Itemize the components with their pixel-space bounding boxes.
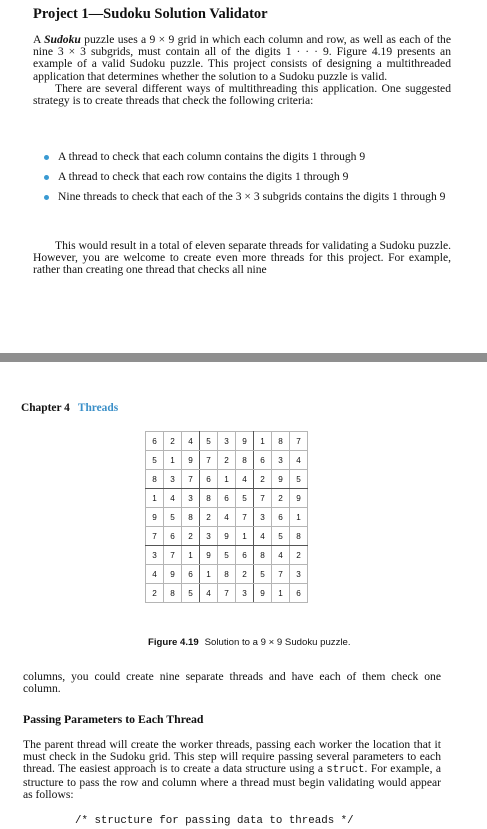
- list-item: A thread to check that each row contains the digits 1 through 9: [44, 171, 452, 183]
- sudoku-cell: 3: [290, 565, 308, 584]
- bullet-icon: [44, 155, 49, 160]
- sudoku-cell: 1: [290, 508, 308, 527]
- sudoku-cell: 7: [254, 489, 272, 508]
- sudoku-cell: 9: [200, 546, 218, 565]
- caption-text: Solution to a 9 × 9 Sudoku puzzle.: [204, 637, 351, 648]
- sudoku-cell: 4: [272, 546, 290, 565]
- page-divider: [0, 353, 487, 362]
- sudoku-cell: 7: [236, 508, 254, 527]
- sudoku-row: [146, 527, 308, 546]
- sudoku-cell: 9: [290, 489, 308, 508]
- page-title: Project 1—Sudoku Solution Validator: [33, 6, 268, 22]
- sudoku-cell: 6: [254, 451, 272, 470]
- sudoku-cell: 5: [182, 584, 200, 603]
- body-paragraph: The parent thread will create the worker threads, passing each worker the location that it must check in the Sudoku grid. This step will require passing several parameters to each thread. The easiest approach is to create a data structure using a struct. For example, a structure to pass the row and column where a thread must begin validating would appear as follows:: [23, 738, 441, 801]
- sudoku-cell: 8: [254, 546, 272, 565]
- sudoku-cell: 1: [164, 451, 182, 470]
- sudoku-cell: 9: [146, 508, 164, 527]
- sudoku-cell: 6: [164, 527, 182, 546]
- sudoku-cell: 7: [182, 470, 200, 489]
- sudoku-cell: 5: [272, 527, 290, 546]
- sudoku-cell: 2: [164, 432, 182, 451]
- bullet-icon: [44, 175, 49, 180]
- sudoku-cell: 8: [200, 489, 218, 508]
- sudoku-cell: 5: [290, 470, 308, 489]
- chapter-name: Threads: [77, 402, 119, 414]
- body-paragraph: This would result in a total of eleven separate threads for validating a Sudoku puzzle. However, you are welcome to create even more threads for this project. For example, rather than creating one thread that checks all nine: [33, 239, 451, 277]
- sudoku-cell: 7: [146, 527, 164, 546]
- bullet-icon: [44, 195, 49, 200]
- code-comment: /* structure for passing data to threads */: [75, 815, 354, 827]
- sudoku-cell: 7: [218, 584, 236, 603]
- sudoku-cell: 1: [218, 470, 236, 489]
- sudoku-cell: 5: [218, 546, 236, 565]
- sudoku-cell: 2: [146, 584, 164, 603]
- sudoku-cell: 5: [200, 432, 218, 451]
- sudoku-cell: 3: [236, 584, 254, 603]
- chapter-header: [21, 402, 118, 414]
- sudoku-cell: 9: [164, 565, 182, 584]
- sudoku-cell: 8: [272, 432, 290, 451]
- sudoku-cell: 9: [218, 527, 236, 546]
- sudoku-cell: 1: [272, 584, 290, 603]
- sudoku-cell: 7: [164, 546, 182, 565]
- figure-label: Figure 4.19: [148, 637, 199, 648]
- sudoku-cell: 4: [254, 527, 272, 546]
- sudoku-cell: 2: [182, 527, 200, 546]
- sudoku-cell: 1: [254, 432, 272, 451]
- sudoku-cell: 5: [254, 565, 272, 584]
- figure-caption: [148, 637, 351, 648]
- sudoku-row: [146, 565, 308, 584]
- sudoku-cell: 1: [182, 546, 200, 565]
- sudoku-cell: 2: [272, 489, 290, 508]
- sudoku-cell: 1: [146, 489, 164, 508]
- sudoku-cell: 4: [182, 432, 200, 451]
- sudoku-cell: 2: [254, 470, 272, 489]
- list-item: A thread to check that each column contains the digits 1 through 9: [44, 151, 452, 163]
- sudoku-cell: 6: [290, 584, 308, 603]
- sudoku-cell: 6: [182, 565, 200, 584]
- intro-text: A Sudoku puzzle uses a 9 × 9 grid in which each column and row, as well as each of the nine 3 × 3 subgrids, must contain all of the digits 1 · · · 9. Figure 4.19 presents an example of a valid Sudoku puzzle. This project consists of designing a multithreaded application that determines whether the solution to a Sudoku puzzle is valid.: [33, 33, 451, 83]
- sudoku-cell: 8: [290, 527, 308, 546]
- sudoku-cell: 5: [164, 508, 182, 527]
- sudoku-cell: 7: [272, 565, 290, 584]
- sudoku-row: [146, 584, 308, 603]
- sudoku-cell: 8: [146, 470, 164, 489]
- list-item: Nine threads to check that each of the 3 × 3 subgrids contains the digits 1 through 9: [44, 191, 452, 203]
- chapter-number: Chapter 4: [21, 402, 70, 414]
- sudoku-cell: 8: [164, 584, 182, 603]
- sudoku-cell: 7: [290, 432, 308, 451]
- sudoku-row: [146, 451, 308, 470]
- sudoku-cell: 3: [272, 451, 290, 470]
- section-heading: Passing Parameters to Each Thread: [23, 712, 204, 726]
- sudoku-cell: 4: [200, 584, 218, 603]
- sudoku-row: [146, 470, 308, 489]
- sudoku-cell: 3: [182, 489, 200, 508]
- criteria-list: [44, 151, 452, 212]
- sudoku-cell: 3: [164, 470, 182, 489]
- sudoku-row: [146, 489, 308, 508]
- sudoku-cell: 9: [182, 451, 200, 470]
- sudoku-cell: 4: [290, 451, 308, 470]
- sudoku-cell: 1: [200, 565, 218, 584]
- sudoku-cell: 4: [146, 565, 164, 584]
- sudoku-cell: 3: [146, 546, 164, 565]
- sudoku-cell: 8: [218, 565, 236, 584]
- sudoku-cell: 2: [236, 565, 254, 584]
- sudoku-cell: 9: [254, 584, 272, 603]
- sudoku-grid: [145, 431, 308, 603]
- sudoku-cell: 6: [236, 546, 254, 565]
- sudoku-cell: 5: [236, 489, 254, 508]
- sudoku-cell: 6: [200, 470, 218, 489]
- sudoku-cell: 3: [200, 527, 218, 546]
- body-paragraph: columns, you could create nine separate threads and have each of them check one column.: [23, 670, 441, 696]
- sudoku-cell: 6: [272, 508, 290, 527]
- sudoku-cell: 3: [218, 432, 236, 451]
- sudoku-cell: 5: [146, 451, 164, 470]
- sudoku-cell: 6: [218, 489, 236, 508]
- sudoku-cell: 3: [254, 508, 272, 527]
- inline-code: struct: [326, 764, 365, 777]
- sudoku-cell: 8: [236, 451, 254, 470]
- sudoku-cell: 6: [146, 432, 164, 451]
- sudoku-cell: 2: [200, 508, 218, 527]
- intro-paragraph: [33, 34, 451, 107]
- intro-continuation: There are several different ways of multithreading this application. One suggested strategy is to create threads that check the following criteria:: [33, 81, 451, 108]
- sudoku-cell: 4: [218, 508, 236, 527]
- sudoku-cell: 9: [236, 432, 254, 451]
- sudoku-cell: 1: [236, 527, 254, 546]
- sudoku-cell: 8: [182, 508, 200, 527]
- sudoku-cell: 4: [236, 470, 254, 489]
- sudoku-row: [146, 546, 308, 565]
- sudoku-cell: 4: [164, 489, 182, 508]
- sudoku-row: [146, 432, 308, 451]
- sudoku-cell: 9: [272, 470, 290, 489]
- sudoku-cell: 2: [218, 451, 236, 470]
- sudoku-cell: 7: [200, 451, 218, 470]
- sudoku-cell: 2: [290, 546, 308, 565]
- sudoku-row: [146, 508, 308, 527]
